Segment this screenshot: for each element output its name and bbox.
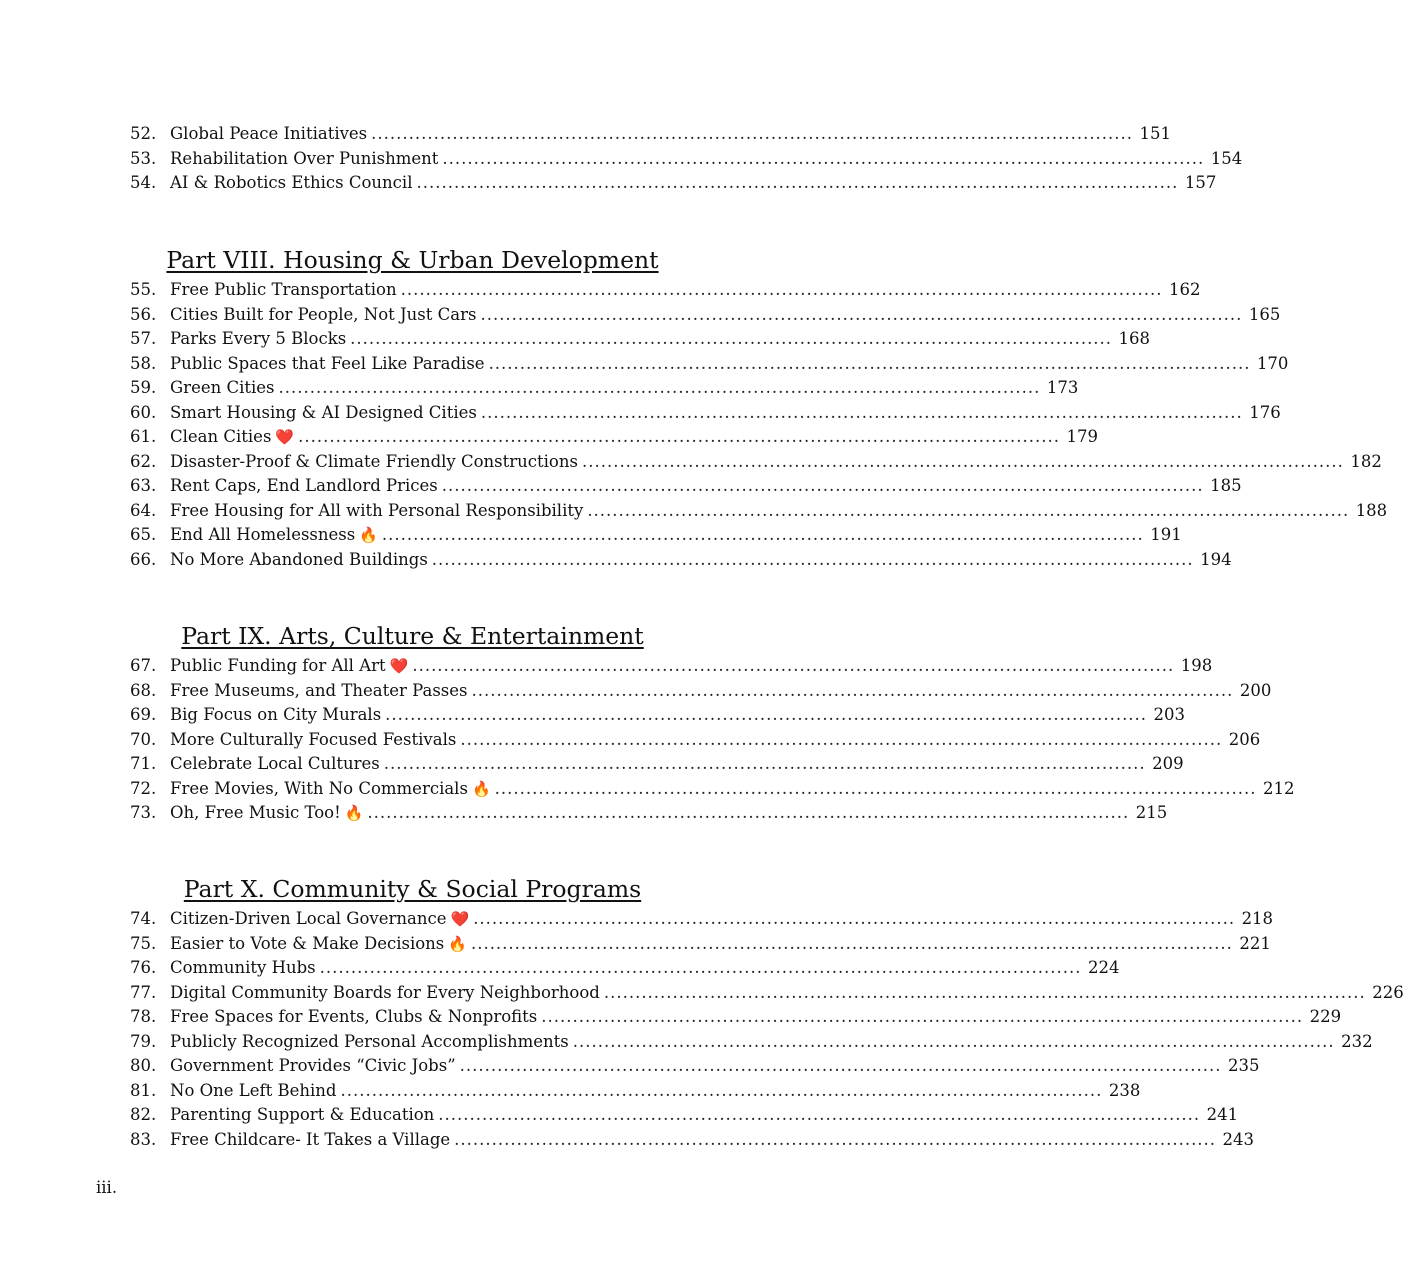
dot-leader: .......................................................................................................................... xyxy=(603,982,1366,1002)
toc-entry[interactable]: 59. Green Cities .......................................................................................................................... 173 xyxy=(130,376,730,401)
dot-leader: .......................................................................................................................... xyxy=(471,680,1234,700)
fire-icon: 🔥 xyxy=(344,804,364,822)
dot-leader: .......................................................................................................................... xyxy=(438,1105,1201,1124)
section-heading xyxy=(0,619,825,653)
dot-leader: .......................................................................................................................... xyxy=(383,754,1146,773)
toc-group-part-viii xyxy=(130,278,1388,572)
toc-entry[interactable]: 74. Citizen-Driven Local Governance ❤️ .......................................................................................................................... 218 xyxy=(130,907,730,932)
toc-entry[interactable]: 61. Clean Cities ❤️ .......................................................................................................................... 179 xyxy=(130,425,730,450)
toc-entry[interactable]: 55. Free Public Transportation .......................................................................................................................... 162 xyxy=(130,278,730,303)
section-heading xyxy=(0,872,825,906)
toc-entry[interactable]: 66. No More Abandoned Buildings .......................................................................................................................... 194 xyxy=(130,548,730,573)
dot-leader: .......................................................................................................................... xyxy=(473,909,1236,928)
toc-entry[interactable]: 68. Free Museums, and Theater Passes .......................................................................................................................... 200 xyxy=(130,679,730,704)
toc-entry[interactable]: 82. Parenting Support & Education .......................................................................................................................... 241 xyxy=(130,1103,730,1128)
toc-entry[interactable]: 52. Global Peace Initiatives .......................................................................................................................... 151 xyxy=(130,122,730,147)
toc-entry[interactable]: 62. Disaster-Proof & Climate Friendly Constructions .......................................................................................................................... 182 xyxy=(130,450,730,475)
part-x-heading: Part X. Community & Social Programs xyxy=(183,875,642,903)
dot-leader: .......................................................................................................................... xyxy=(381,525,1144,544)
toc-entry[interactable]: 70. More Culturally Focused Festivals .......................................................................................................................... 206 xyxy=(130,728,730,753)
dot-leader: .......................................................................................................................... xyxy=(494,778,1257,798)
dot-leader: .......................................................................................................................... xyxy=(460,729,1223,749)
fire-icon: 🔥 xyxy=(359,526,378,544)
dot-leader: .......................................................................................................................... xyxy=(480,304,1243,324)
toc-entry[interactable]: 60. Smart Housing & AI Designed Cities .......................................................................................................................... 176 xyxy=(130,401,730,426)
heart-icon: ❤️ xyxy=(450,910,470,928)
dot-leader: .......................................................................................................................... xyxy=(298,427,1060,446)
toc-group-intro xyxy=(130,122,1243,196)
dot-leader: .......................................................................................................................... xyxy=(319,958,1082,977)
toc-entry[interactable]: 56. Cities Built for People, Not Just Cars .......................................................................................................................... 165 xyxy=(130,303,730,328)
toc-entry[interactable]: 65. End All Homelessness 🔥 .......................................................................................................................... 191 xyxy=(130,523,730,548)
toc-entry[interactable]: 72. Free Movies, With No Commercials 🔥 .......................................................................................................................... 212 xyxy=(130,777,730,802)
dot-leader: .......................................................................................................................... xyxy=(470,933,1233,953)
dot-leader: .......................................................................................................................... xyxy=(587,500,1350,520)
toc-entry[interactable]: 54. AI & Robotics Ethics Council .......................................................................................................................... 157 xyxy=(130,171,730,196)
dot-leader: .......................................................................................................................... xyxy=(480,402,1243,422)
dot-leader: .......................................................................................................................... xyxy=(441,476,1204,495)
dot-leader: .......................................................................................................................... xyxy=(541,1007,1304,1026)
toc-entry[interactable]: 79. Publicly Recognized Personal Accomplishments .......................................................................................................................... 232 xyxy=(130,1030,730,1055)
toc-entry[interactable]: 76. Community Hubs .......................................................................................................................... 224 xyxy=(130,956,730,981)
dot-leader: .......................................................................................................................... xyxy=(431,549,1194,569)
toc-entry[interactable]: 53. Rehabilitation Over Punishment .......................................................................................................................... 154 xyxy=(130,147,730,172)
page-number: iii. xyxy=(96,1178,118,1197)
toc-entry[interactable]: 57. Parks Every 5 Blocks .......................................................................................................................... 168 xyxy=(130,327,730,352)
toc-entry[interactable]: 81. No One Left Behind .......................................................................................................................... 238 xyxy=(130,1079,730,1104)
toc-entry[interactable]: 78. Free Spaces for Events, Clubs & Nonprofits .......................................................................................................................... 229 xyxy=(130,1005,730,1030)
dot-leader: .......................................................................................................................... xyxy=(572,1031,1335,1051)
toc-entry[interactable]: 64. Free Housing for All with Personal Responsibility .......................................................................................................................... 188 xyxy=(130,499,730,524)
dot-leader: .......................................................................................................................... xyxy=(367,803,1130,822)
toc-entry[interactable]: 73. Oh, Free Music Too! 🔥 .......................................................................................................................... 215 xyxy=(130,801,730,826)
toc-entry[interactable]: 71. Celebrate Local Cultures .......................................................................................................................... 209 xyxy=(130,752,730,777)
dot-leader: .......................................................................................................................... xyxy=(340,1080,1103,1100)
dot-leader: .......................................................................................................................... xyxy=(581,451,1344,471)
heart-icon: ❤️ xyxy=(389,657,409,675)
fire-icon: 🔥 xyxy=(448,934,467,953)
toc-entry[interactable]: 69. Big Focus on City Murals .......................................................................................................................... 203 xyxy=(130,703,730,728)
section-heading xyxy=(0,243,825,277)
toc-entry[interactable]: 83. Free Childcare- It Takes a Village .......................................................................................................................... 243 xyxy=(130,1128,730,1153)
dot-leader: .......................................................................................................................... xyxy=(459,1056,1222,1075)
toc-group-part-x xyxy=(130,907,1404,1152)
dot-leader: .......................................................................................................................... xyxy=(442,148,1205,168)
dot-leader: .......................................................................................................................... xyxy=(454,1129,1217,1149)
dot-leader: .......................................................................................................................... xyxy=(488,353,1251,373)
heart-icon: ❤️ xyxy=(275,428,295,446)
toc-entry[interactable]: 75. Easier to Vote & Make Decisions 🔥 .......................................................................................................................... 221 xyxy=(130,932,730,957)
dot-leader: .......................................................................................................................... xyxy=(412,656,1175,675)
part-viii-heading: Part VIII. Housing & Urban Development xyxy=(166,246,659,274)
dot-leader: .......................................................................................................................... xyxy=(385,705,1148,724)
toc-entry[interactable]: 63. Rent Caps, End Landlord Prices .......................................................................................................................... 185 xyxy=(130,474,730,499)
dot-leader: .......................................................................................................................... xyxy=(400,280,1163,299)
dot-leader: .......................................................................................................................... xyxy=(371,124,1134,143)
toc-group-part-ix xyxy=(130,654,1295,826)
dot-leader: .......................................................................................................................... xyxy=(278,378,1041,397)
dot-leader: .......................................................................................................................... xyxy=(416,173,1179,192)
toc-entry[interactable]: 58. Public Spaces that Feel Like Paradise .......................................................................................................................... 170 xyxy=(130,352,730,377)
part-ix-heading: Part IX. Arts, Culture & Entertainment xyxy=(181,622,644,650)
fire-icon: 🔥 xyxy=(471,779,491,798)
toc-entry[interactable]: 77. Digital Community Boards for Every Neighborhood .......................................................................................................................... 226 xyxy=(130,981,730,1006)
toc-entry[interactable]: 67. Public Funding for All Art ❤️ .......................................................................................................................... 198 xyxy=(130,654,730,679)
dot-leader: .......................................................................................................................... xyxy=(350,329,1113,348)
toc-entry[interactable]: 80. Government Provides “Civic Jobs” .......................................................................................................................... 235 xyxy=(130,1054,730,1079)
